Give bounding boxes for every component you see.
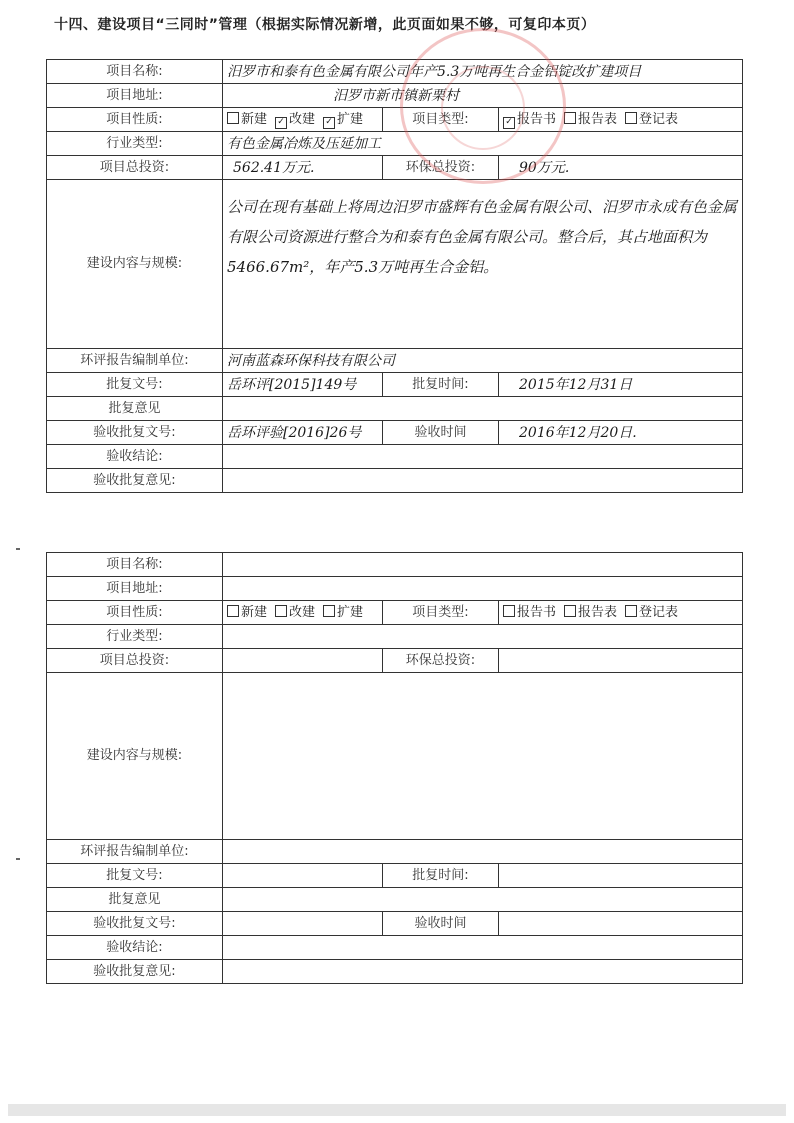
option-expand[interactable]: 扩建 <box>323 605 363 620</box>
checkbox-rebuild[interactable]: ✓ <box>275 117 287 129</box>
option-report-form[interactable]: 报告表 <box>564 605 617 620</box>
label-investment: 项目总投资: <box>47 649 223 673</box>
label-approval-time: 批复时间: <box>383 864 499 888</box>
checkbox-report-book[interactable]: ✓ <box>503 117 515 129</box>
option-register-form[interactable]: 登记表 <box>625 605 678 620</box>
label-eia-unit: 环评报告编制单位: <box>47 840 223 864</box>
value-content[interactable]: 公司在现有基础上将周边汨罗市盛辉有色金属有限公司、汨罗市永成有色金属有限公司资源进行整合为和泰有色金属有限公司。整合后，其占地面积为5466.67m²，年产5.3万吨再生合金铝。 <box>223 180 743 349</box>
label-approval-opinion: 批复意见 <box>47 397 223 421</box>
label-acceptance-time: 验收时间 <box>383 421 499 445</box>
value-eia-unit[interactable] <box>223 840 743 864</box>
checkbox-new[interactable] <box>227 112 239 124</box>
value-acceptance-conclusion[interactable] <box>223 445 743 469</box>
label-acceptance-opinion: 验收批复意见: <box>47 469 223 493</box>
option-report-book[interactable]: 报告书 <box>503 605 556 620</box>
label-acceptance-time: 验收时间 <box>383 912 499 936</box>
value-project-address[interactable]: 汨罗市新市镇新栗村 <box>223 84 743 108</box>
label-acceptance-conclusion: 验收结论: <box>47 936 223 960</box>
label-project-name: 项目名称: <box>47 553 223 577</box>
value-approval-no[interactable] <box>223 864 383 888</box>
label-acceptance-opinion: 验收批复意见: <box>47 960 223 984</box>
value-approval-opinion[interactable] <box>223 888 743 912</box>
project-type-options <box>499 108 743 132</box>
page-heading: 十四、建设项目“三同时”管理（根据实际情况新增，此页面如果不够，可复印本页） <box>54 17 596 33</box>
label-eia-unit: 环评报告编制单位: <box>47 349 223 373</box>
value-approval-opinion[interactable] <box>223 397 743 421</box>
value-acceptance-time[interactable]: 2016年12月20日. <box>499 421 743 445</box>
checkbox-expand[interactable] <box>323 605 335 617</box>
label-project-address: 项目地址: <box>47 577 223 601</box>
checkbox-report-form[interactable] <box>564 112 576 124</box>
value-project-name[interactable] <box>223 553 743 577</box>
label-approval-no: 批复文号: <box>47 373 223 397</box>
value-investment[interactable] <box>223 649 383 673</box>
checkbox-register-form[interactable] <box>625 112 637 124</box>
value-industry[interactable] <box>223 625 743 649</box>
checkbox-expand[interactable]: ✓ <box>323 117 335 129</box>
checkbox-new[interactable] <box>227 605 239 617</box>
checkbox-report-book[interactable] <box>503 605 515 617</box>
project-nature-options <box>223 601 383 625</box>
label-acceptance-no: 验收批复文号: <box>47 421 223 445</box>
value-acceptance-no[interactable] <box>223 912 383 936</box>
option-new[interactable]: 新建 <box>227 112 267 127</box>
label-project-type: 项目类型: <box>383 108 499 132</box>
value-acceptance-opinion[interactable] <box>223 469 743 493</box>
value-project-name[interactable]: 汨罗市和泰有色金属有限公司年产5.3万吨再生合金铝锭改扩建项目 <box>223 60 743 84</box>
label-content: 建设内容与规模: <box>47 673 223 840</box>
option-new[interactable]: 新建 <box>227 605 267 620</box>
value-investment[interactable]: 562.41万元. <box>223 156 383 180</box>
value-acceptance-time[interactable] <box>499 912 743 936</box>
scan-mark <box>16 548 20 550</box>
value-approval-time[interactable] <box>499 864 743 888</box>
value-approval-no[interactable]: 岳环评[2015]149号 <box>223 373 383 397</box>
label-approval-no: 批复文号: <box>47 864 223 888</box>
label-project-nature: 项目性质: <box>47 601 223 625</box>
value-env-investment[interactable]: 90万元. <box>499 156 743 180</box>
checkbox-report-form[interactable] <box>564 605 576 617</box>
value-approval-time[interactable]: 2015年12月31日 <box>499 373 743 397</box>
option-expand[interactable]: ✓ 扩建 <box>323 112 363 127</box>
value-project-address[interactable] <box>223 577 743 601</box>
option-report-book[interactable]: ✓ 报告书 <box>503 112 556 127</box>
value-acceptance-no[interactable]: 岳环评验[2016]26号 <box>223 421 383 445</box>
checkbox-rebuild[interactable] <box>275 605 287 617</box>
project-form-1 <box>46 59 743 493</box>
label-approval-time: 批复时间: <box>383 373 499 397</box>
value-industry[interactable]: 有色金属冶炼及压延加工 <box>223 132 743 156</box>
value-acceptance-conclusion[interactable] <box>223 936 743 960</box>
project-nature-options <box>223 108 383 132</box>
option-register-form[interactable]: 登记表 <box>625 112 678 127</box>
value-eia-unit[interactable]: 河南蓝森环保科技有限公司 <box>223 349 743 373</box>
label-approval-opinion: 批复意见 <box>47 888 223 912</box>
value-env-investment[interactable] <box>499 649 743 673</box>
label-project-type: 项目类型: <box>383 601 499 625</box>
project-type-options <box>499 601 743 625</box>
checkbox-register-form[interactable] <box>625 605 637 617</box>
scan-mark <box>16 858 20 860</box>
value-content[interactable] <box>223 673 743 840</box>
label-env-investment: 环保总投资: <box>383 156 499 180</box>
label-project-name: 项目名称: <box>47 60 223 84</box>
label-project-address: 项目地址: <box>47 84 223 108</box>
label-industry: 行业类型: <box>47 132 223 156</box>
option-rebuild[interactable]: ✓ 改建 <box>275 112 315 127</box>
value-acceptance-opinion[interactable] <box>223 960 743 984</box>
option-rebuild[interactable]: 改建 <box>275 605 315 620</box>
label-investment: 项目总投资: <box>47 156 223 180</box>
scan-edge-bar <box>8 1104 786 1116</box>
project-form-2 <box>46 552 743 984</box>
label-env-investment: 环保总投资: <box>383 649 499 673</box>
label-industry: 行业类型: <box>47 625 223 649</box>
label-acceptance-no: 验收批复文号: <box>47 912 223 936</box>
option-report-form[interactable]: 报告表 <box>564 112 617 127</box>
label-project-nature: 项目性质: <box>47 108 223 132</box>
label-content: 建设内容与规模: <box>47 180 223 349</box>
label-acceptance-conclusion: 验收结论: <box>47 445 223 469</box>
